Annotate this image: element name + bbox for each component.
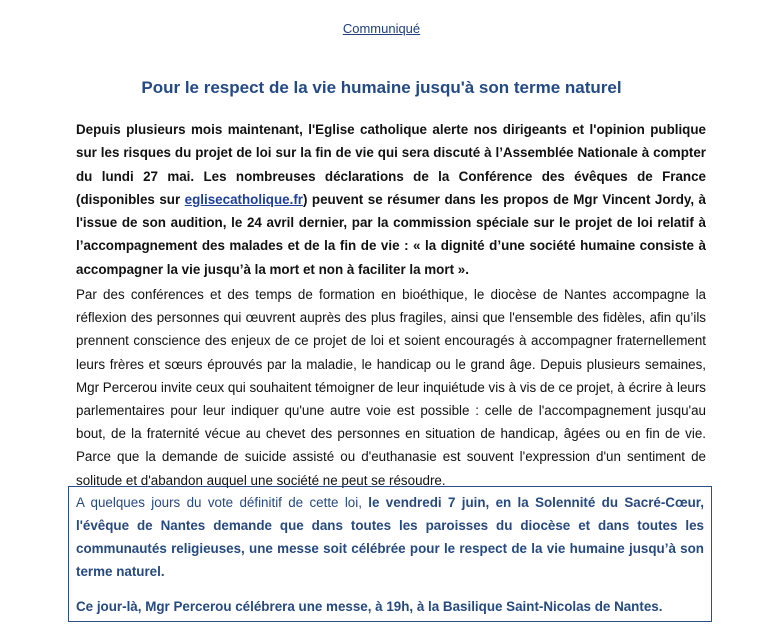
mass-details: Ce jour-là, Mgr Percerou célébrera une messe, à 19h, à la Basilique Saint-Nicolas de Nantes. — [76, 599, 663, 614]
announcement-paragraph — [76, 491, 704, 583]
body-paragraph: Par des conférences et des temps de formation en bioéthique, le diocèse de Nantes accompagne la réflexion des personnes qui œuvrent auprès des plus fragiles, ainsi que l'ensemble des fidèles, afin qu’ils prennent conscience des enjeux de ce projet de loi et soient encouragés à accompagner fraternellement leurs frères et sœurs éprouvés par la maladie, le handicap ou le grand âge. Depuis plusieurs semaines, Mgr Percerou invite ceux qui souhaitent témoigner de leur inquiétude vis à vis de ce projet, à écrire à leurs parlementaires pour leur indiquer qu'une autre voie est possible : celle de l'accompagnement jusqu'au bout, de la fraternité vécue au chevet des personnes en situation de handicap, âgées ou en fin de vie. Parce que la demande de suicide assisté ou d'euthanasie est souvent l'expression d'un sentiment de solitude et d'abandon auquel une société ne peut se résoudre. — [76, 287, 706, 488]
announcement-box — [68, 486, 712, 622]
announcement-bold: le vendredi 7 juin, en la Solennité du Sacré-Cœur, l'évêque de Nantes demande que dans toutes les paroisses du diocèse et dans toutes les communautés religieuses, une messe soit célébrée pour le respect de la vie humaine jusqu’à son terme naturel. — [76, 495, 704, 579]
intro-paragraph — [76, 118, 706, 281]
intro-text-start: Depuis plusieurs mois maintenant, l'Eglise catholique alerte nos dirigeants et l'opinion publique sur les risques du projet de loi sur la fin de vie qui sera discuté à l’Assemblée Nationale à compter du lundi 27 mai. Les nombreuses déclarations de la Conférence des évêques de France (disponibles sur — [76, 122, 706, 207]
intro-text-end: ) peuvent se résumer dans les propos de Mgr Vincent Jordy, à l'issue de son audition, le 24 avril dernier, par la commission spéciale sur le projet de loi relatif à l’accompagnement des malades et de la fin de vie : « la dignité d’une société humaine consiste à accompagner la vie jusqu’à la mort et non à faciliter la mort ». — [76, 191, 706, 277]
page-title: Pour le respect de la vie humaine jusqu'à son terme naturel — [141, 78, 622, 97]
announcement-intro: A quelques jours du vote définitif de cette loi, — [76, 495, 369, 510]
eglisecatholique-link[interactable]: eglisecatholique.fr — [184, 191, 303, 207]
communique-label: Communiqué — [342, 21, 421, 36]
